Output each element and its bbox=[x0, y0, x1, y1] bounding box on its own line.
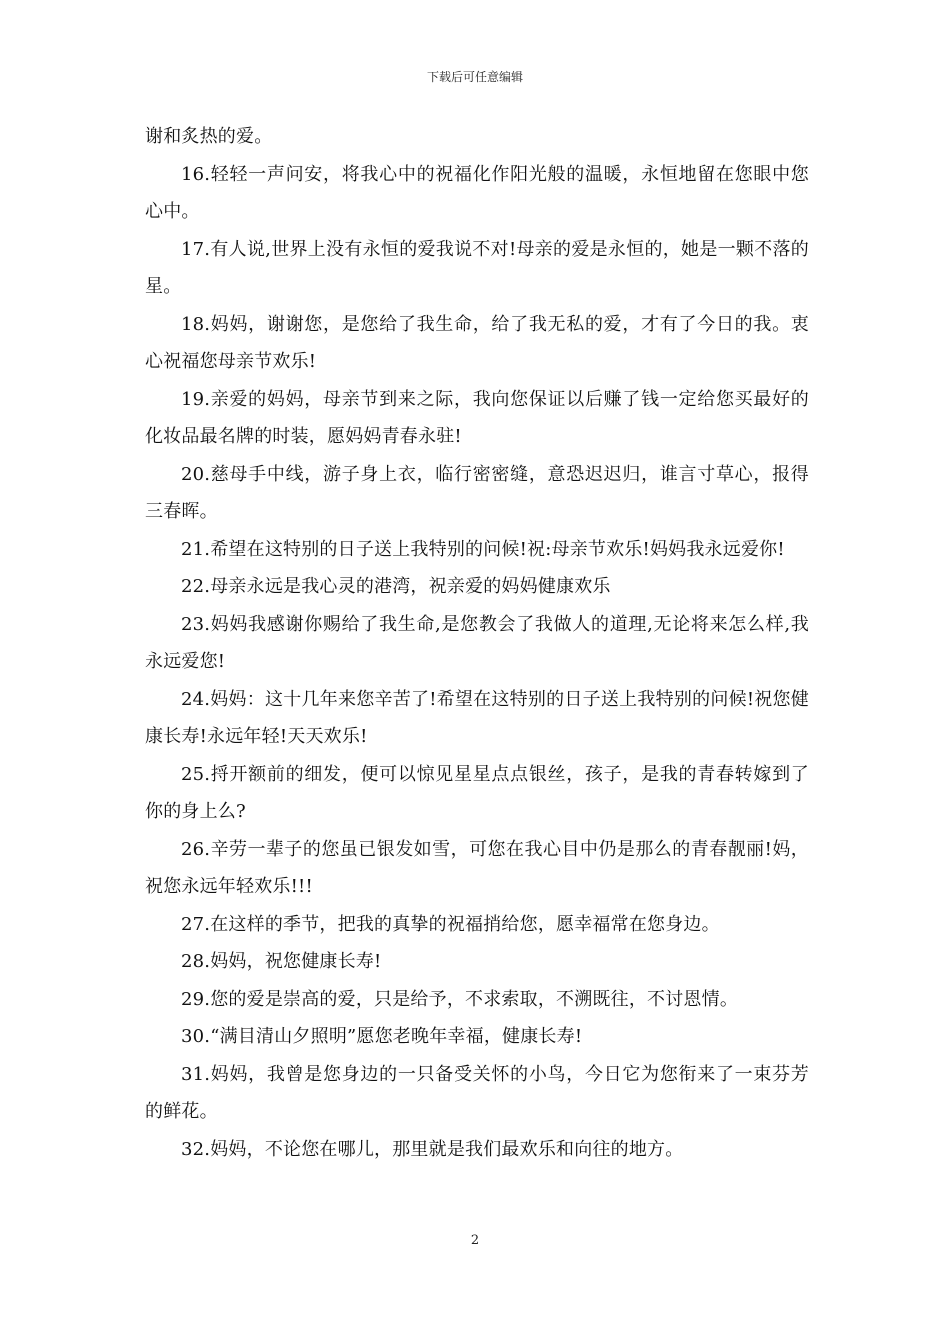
paragraph-item-17: 17.有人说,世界上没有永恒的爱我说不对!母亲的爱是永恒的，她是一颗不落的星。 bbox=[145, 238, 809, 297]
document-body bbox=[145, 118, 809, 1168]
paragraph-item-27: 27.在这样的季节，把我的真挚的祝福捎给您，愿幸福常在您身边。 bbox=[181, 913, 720, 935]
page-header: 下载后可任意编辑 bbox=[426, 70, 523, 84]
paragraph-item-20: 20.慈母手中线，游子身上衣，临行密密缝，意恐迟迟归，谁言寸草心，报得三春晖。 bbox=[145, 463, 809, 522]
paragraph-item-24: 24.妈妈：这十几年来您辛苦了!希望在这特别的日子送上我特别的问候!祝您健康长寿!永远年轻!天天欢乐! bbox=[145, 688, 809, 747]
paragraph-item-28: 28.妈妈，祝您健康长寿! bbox=[181, 951, 382, 972]
paragraph-item-25: 25.捋开额前的细发，便可以惊见星星点点银丝，孩子，是我的青春转嫁到了你的身上么? bbox=[145, 763, 809, 822]
paragraph-item-31: 31.妈妈，我曾是您身边的一只备受关怀的小鸟，今日它为您衔来了一束芬芳的鲜花。 bbox=[145, 1063, 809, 1122]
paragraph-item-29: 29.您的爱是崇高的爱，只是给予，不求索取，不溯既往，不讨恩情。 bbox=[181, 988, 739, 1010]
paragraph-item-32: 32.妈妈，不论您在哪儿，那里就是我们最欢乐和向往的地方。 bbox=[181, 1138, 684, 1160]
paragraph-item-16: 16.轻轻一声问安，将我心中的祝福化作阳光般的温暖，永恒地留在您眼中您心中。 bbox=[145, 163, 809, 222]
paragraph-item-19: 19.亲爱的妈妈，母亲节到来之际，我向您保证以后赚了钱一定给您买最好的化妆品最名牌的时装，愿妈妈青春永驻! bbox=[145, 388, 809, 447]
page-number: 2 bbox=[470, 1233, 480, 1248]
paragraph-item-22: 22.母亲永远是我心灵的港湾，祝亲爱的妈妈健康欢乐 bbox=[181, 576, 611, 597]
paragraph-item-26: 26.辛劳一辈子的您虽已银发如雪，可您在我心目中仍是那么的青春靓丽!妈，祝您永远年轻欢乐!!! bbox=[145, 838, 809, 897]
paragraph-item-21: 21.希望在这特别的日子送上我特别的问候!祝:母亲节欢乐!妈妈我永远爱你! bbox=[181, 538, 785, 560]
paragraph-item-30: 30.“满目清山夕照明”愿您老晚年幸福，健康长寿! bbox=[181, 1026, 583, 1047]
paragraph-continuation: 谢和炙热的爱。 bbox=[145, 126, 273, 147]
paragraph-item-23: 23.妈妈我感谢你赐给了我生命,是您教会了我做人的道理,无论将来怎么样,我永远爱您! bbox=[145, 613, 809, 672]
paragraph-item-18: 18.妈妈，谢谢您，是您给了我生命，给了我无私的爱，才有了今日的我。衷心祝福您母亲节欢乐! bbox=[145, 313, 809, 372]
